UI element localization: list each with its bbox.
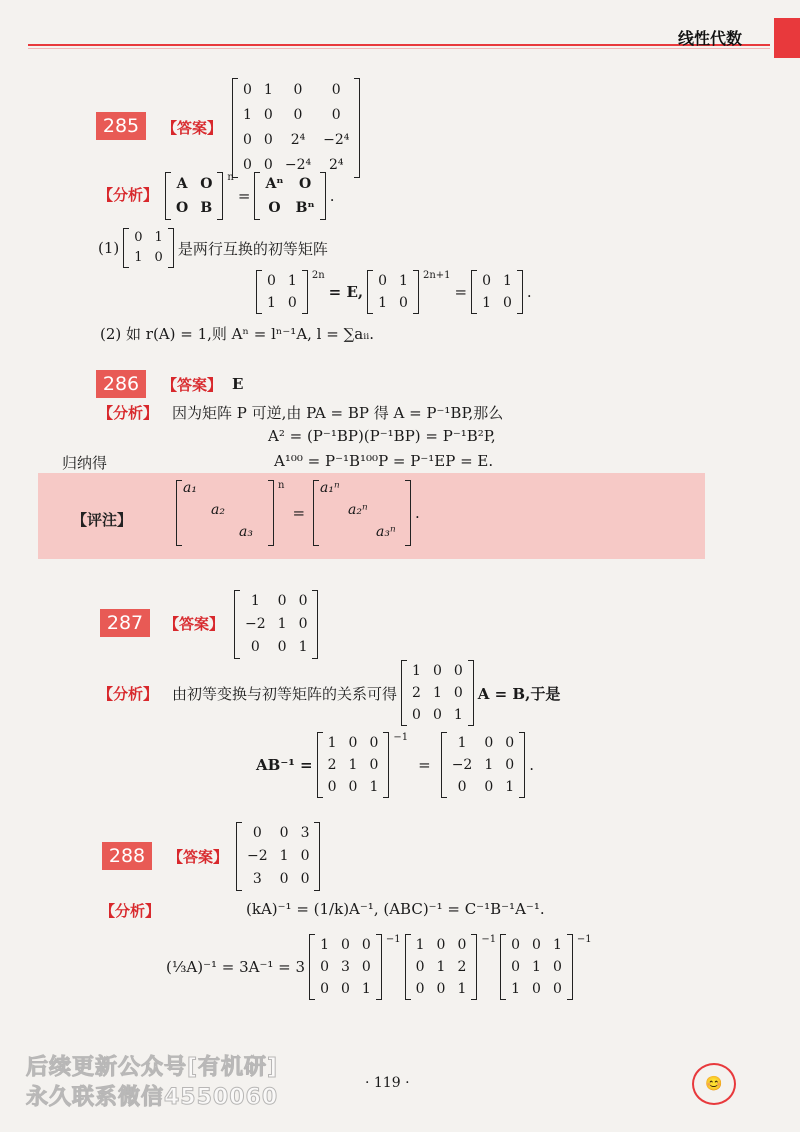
period: . bbox=[415, 504, 420, 522]
result-matrix bbox=[441, 732, 525, 798]
matrix-cell: 1 bbox=[279, 848, 289, 864]
item1-text: 是两行互换的初等矩阵 bbox=[177, 239, 328, 258]
matrix-cell: 2 bbox=[327, 757, 337, 773]
matrix-cell: 0 bbox=[552, 959, 562, 975]
header-rule-thin bbox=[28, 48, 770, 49]
matrix-cell: 1 bbox=[361, 981, 371, 997]
inverse-exp: −1 bbox=[393, 732, 409, 743]
matrix-cell: 0 bbox=[505, 757, 515, 773]
swap-matrix-c bbox=[471, 270, 523, 314]
diagonal-entry: a₂ bbox=[211, 502, 225, 518]
matrix-cell: −2 bbox=[245, 616, 266, 632]
matrix-cell: 1 bbox=[287, 273, 297, 289]
matrix-cell: 1 bbox=[552, 937, 562, 953]
matrix-cell: −2 bbox=[451, 757, 473, 773]
eq-E: = E, bbox=[328, 283, 364, 301]
analysis-label-288: 【分析】 bbox=[100, 902, 161, 920]
item1-285 bbox=[98, 228, 328, 268]
matrix-cell: 0 bbox=[457, 937, 467, 953]
matrix-cell: 0 bbox=[415, 959, 425, 975]
matrix-cell: 0 bbox=[505, 735, 515, 751]
matrix-cell: 1 bbox=[263, 82, 273, 98]
matrix-cell: 2 bbox=[457, 959, 467, 975]
matrix-3 bbox=[500, 934, 573, 1000]
diagonal-entry: a₂ⁿ bbox=[348, 502, 368, 518]
matrix-cell: 0 bbox=[341, 937, 350, 953]
elem-matrix-2 bbox=[317, 732, 390, 798]
header-tab-marker bbox=[774, 18, 800, 58]
matrix-cell: 1 bbox=[378, 295, 388, 311]
matrix-cell: 0 bbox=[293, 107, 303, 123]
diagonal-entry: a₃ bbox=[239, 524, 253, 540]
computation-288 bbox=[166, 934, 592, 1000]
matrix-cell: 0 bbox=[432, 663, 442, 679]
diagonal-entry: a₁ bbox=[183, 480, 197, 496]
matrix-cell: 0 bbox=[327, 779, 337, 795]
matrix-cell: 0 bbox=[399, 295, 408, 311]
matrix-cell: 0 bbox=[293, 82, 303, 98]
swap-matrix-b bbox=[367, 270, 419, 314]
matrix-cell: 0 bbox=[243, 157, 252, 173]
matrix-cell: 0 bbox=[298, 616, 308, 632]
equals-sign: = bbox=[237, 187, 251, 205]
matrix-cell: 0 bbox=[320, 981, 329, 997]
exp-2n1: 2n+1 bbox=[422, 270, 451, 281]
inverse-eq-287 bbox=[256, 732, 534, 798]
matrix-cell: 1 bbox=[453, 707, 463, 723]
matrix-cell: −2 bbox=[247, 848, 268, 864]
lhs: (⅓A)⁻¹ = 3A⁻¹ = 3 bbox=[166, 958, 306, 976]
answer-label-286: 【答案】 bbox=[162, 376, 223, 394]
matrix-cell: 0 bbox=[436, 937, 446, 953]
matrix-cell: 0 bbox=[300, 871, 310, 887]
matrix-cell: 0 bbox=[484, 735, 494, 751]
matrix-cell: 0 bbox=[532, 981, 541, 997]
line3-286: A¹⁰⁰ = P⁻¹B¹⁰⁰P = P⁻¹EP = E. bbox=[274, 452, 494, 470]
matrix-cell: 0 bbox=[134, 230, 143, 245]
matrix-cell: 0 bbox=[511, 937, 521, 953]
matrix-cell: 1 bbox=[432, 685, 442, 701]
matrix-cell: 0 bbox=[279, 871, 289, 887]
matrix-cell: −2⁴ bbox=[284, 157, 312, 173]
matrix-cell: 1 bbox=[243, 107, 252, 123]
matrix-cell: 0 bbox=[320, 959, 329, 975]
formula-288: (kA)⁻¹ = (1/k)A⁻¹, (ABC)⁻¹ = C⁻¹B⁻¹A⁻¹. bbox=[246, 900, 545, 918]
matrix-cell: 0 bbox=[457, 779, 467, 795]
matrix-cell: 0 bbox=[348, 735, 358, 751]
matrix-cell: 0 bbox=[453, 685, 463, 701]
matrix-cell: 0 bbox=[484, 779, 494, 795]
matrix-cell: 1 bbox=[298, 639, 308, 655]
matrix-cell: 0 bbox=[267, 273, 276, 289]
equals-sign: = bbox=[418, 756, 431, 774]
matrix-cell: 1 bbox=[320, 937, 329, 953]
matrix-cell: 1 bbox=[505, 779, 515, 795]
matrix-cell: 1 bbox=[511, 981, 521, 997]
matrix-cell: 0 bbox=[252, 825, 262, 841]
matrix-cell: 0 bbox=[482, 273, 491, 289]
text-after: A = B,于是 bbox=[477, 684, 561, 703]
matrix-cell: O bbox=[200, 176, 213, 192]
matrix-cell: O bbox=[268, 200, 281, 216]
matrix-cell: 0 bbox=[277, 593, 287, 609]
page-number: · 119 · bbox=[365, 1075, 410, 1091]
matrix-cell: 0 bbox=[453, 663, 463, 679]
answer-matrix-287 bbox=[234, 590, 318, 659]
matrix-2 bbox=[405, 934, 478, 1000]
matrix-cell: 0 bbox=[243, 82, 252, 98]
matrix-cell: 1 bbox=[399, 273, 408, 289]
lhs: AB⁻¹ = bbox=[256, 756, 313, 774]
analysis-label-285: 【分析】 bbox=[98, 186, 159, 204]
diag-power-formula bbox=[176, 480, 420, 546]
answer-matrix-285 bbox=[232, 78, 360, 178]
matrix-cell: 0 bbox=[331, 107, 341, 123]
matrix-cell: −2⁴ bbox=[323, 132, 350, 148]
inverse-exp: −1 bbox=[481, 934, 497, 945]
matrix-cell: 3 bbox=[341, 959, 350, 975]
matrix-cell: 1 bbox=[154, 230, 163, 245]
matrix-cell: 1 bbox=[267, 295, 276, 311]
matrix-cell: 0 bbox=[369, 735, 379, 751]
matrix-cell: 1 bbox=[503, 273, 512, 289]
matrix-cell: 0 bbox=[331, 82, 341, 98]
diagonal-entry: a₃ⁿ bbox=[376, 524, 396, 540]
answer-label-285: 【答案】 bbox=[162, 119, 223, 137]
matrix-cell: 0 bbox=[154, 250, 163, 265]
matrix-cell: B bbox=[200, 200, 213, 216]
matrix-cell: 1 bbox=[415, 937, 425, 953]
answer-label-288: 【答案】 bbox=[168, 848, 229, 866]
matrix-cell: 1 bbox=[484, 757, 494, 773]
period: . bbox=[329, 187, 335, 205]
matrix-cell: 1 bbox=[250, 593, 260, 609]
matrix-cell: 0 bbox=[263, 132, 273, 148]
matrix-cell: O bbox=[299, 176, 312, 192]
matrix-cell: 0 bbox=[412, 707, 421, 723]
matrix-cell: 0 bbox=[287, 295, 297, 311]
analysis-label-286: 【分析】 bbox=[98, 404, 159, 422]
watermark-line1: 后续更新公众号[有机研] bbox=[26, 1055, 279, 1080]
equals-sign: = bbox=[292, 504, 306, 522]
matrix-cell: 0 bbox=[348, 779, 358, 795]
problem-number-287: 287 bbox=[100, 609, 150, 637]
matrix-cell: 0 bbox=[361, 937, 371, 953]
matrix-cell: 0 bbox=[263, 157, 273, 173]
matrix-cell: 3 bbox=[300, 825, 310, 841]
matrix-cell: 0 bbox=[503, 295, 512, 311]
problem-number-288: 288 bbox=[102, 842, 152, 870]
induct-label: 归纳得 bbox=[62, 454, 108, 472]
exponent-n: n bbox=[227, 172, 234, 183]
matrix-cell: 0 bbox=[250, 639, 260, 655]
inverse-exp: −1 bbox=[385, 934, 401, 945]
matrix-cell: 1 bbox=[134, 250, 143, 265]
matrix-cell: 1 bbox=[327, 735, 337, 751]
matrix-cell: A bbox=[176, 176, 188, 192]
matrix-cell: 0 bbox=[532, 937, 541, 953]
exp-2n: 2n bbox=[311, 270, 325, 281]
block-identity-285 bbox=[165, 172, 334, 220]
matrix-cell: 1 bbox=[348, 757, 358, 773]
page-title: 线性代数 bbox=[677, 29, 742, 48]
matrix-cell: 0 bbox=[361, 959, 371, 975]
matrix-cell: 0 bbox=[243, 132, 252, 148]
exponent-n: n bbox=[278, 480, 285, 491]
swap-power-identity bbox=[256, 270, 532, 314]
matrix-cell: 0 bbox=[432, 707, 442, 723]
matrix-cell: 2⁴ bbox=[290, 132, 306, 148]
analysis-line-287 bbox=[172, 660, 560, 726]
period: . bbox=[529, 756, 534, 774]
comment-label: 【评注】 bbox=[72, 511, 133, 529]
matrix-cell: 1 bbox=[532, 959, 541, 975]
matrix-cell: 0 bbox=[552, 981, 562, 997]
answer-matrix-288 bbox=[236, 822, 320, 891]
matrix-cell: 0 bbox=[436, 981, 446, 997]
watermark-line2: 永久联系微信4550060 bbox=[26, 1085, 279, 1110]
matrix-cell: 1 bbox=[457, 981, 467, 997]
matrix-cell: 0 bbox=[300, 848, 310, 864]
matrix-cell: 0 bbox=[369, 757, 379, 773]
matrix-cell: 0 bbox=[279, 825, 289, 841]
matrix-cell: 0 bbox=[298, 593, 308, 609]
matrix-1 bbox=[309, 934, 382, 1000]
matrix-cell: 0 bbox=[511, 959, 521, 975]
answer-286: E bbox=[232, 375, 244, 393]
period: . bbox=[526, 283, 532, 301]
matrix-cell: 1 bbox=[277, 616, 287, 632]
matrix-cell: 1 bbox=[412, 663, 421, 679]
swap-matrix bbox=[123, 228, 174, 268]
problem-number-286: 286 bbox=[96, 370, 146, 398]
matrix-cell: 1 bbox=[457, 735, 467, 751]
matrix-cell: 1 bbox=[369, 779, 379, 795]
line2-286: A² = (P⁻¹BP)(P⁻¹BP) = P⁻¹B²P, bbox=[268, 427, 496, 445]
swap-matrix-a bbox=[256, 270, 308, 314]
diagonal-entry: a₁ⁿ bbox=[320, 480, 340, 496]
answer-label-287: 【答案】 bbox=[164, 615, 225, 633]
elem-matrix bbox=[401, 660, 474, 726]
text-before: 由初等变换与初等矩阵的关系可得 bbox=[172, 684, 398, 703]
matrix-cell: 3 bbox=[252, 871, 262, 887]
matrix-cell: 0 bbox=[341, 981, 350, 997]
item2-285: (2) 如 r(A) = 1,则 Aⁿ = lⁿ⁻¹A, l = ∑aᵢᵢ. bbox=[100, 325, 375, 343]
problem-number-285: 285 bbox=[96, 112, 146, 140]
header-rule bbox=[28, 44, 770, 46]
matrix-cell: 1 bbox=[436, 959, 446, 975]
matrix-cell: Bⁿ bbox=[295, 200, 315, 216]
matrix-cell: 0 bbox=[277, 639, 287, 655]
smiley-stamp-icon: 😊 bbox=[692, 1063, 736, 1105]
inverse-exp: −1 bbox=[576, 934, 592, 945]
matrix-cell: 2⁴ bbox=[328, 157, 344, 173]
analysis-label-287: 【分析】 bbox=[98, 685, 159, 703]
matrix-cell: 0 bbox=[378, 273, 388, 289]
matrix-cell: 0 bbox=[415, 981, 425, 997]
matrix-cell: 1 bbox=[482, 295, 491, 311]
matrix-cell: O bbox=[176, 200, 189, 216]
matrix-cell: 2 bbox=[412, 685, 421, 701]
item1-prefix: (1) bbox=[98, 239, 120, 257]
matrix-cell: 0 bbox=[263, 107, 273, 123]
line1-286: 因为矩阵 P 可逆,由 PA = BP 得 A = P⁻¹BP,那么 bbox=[172, 404, 504, 422]
equals-sign: = bbox=[454, 283, 468, 301]
matrix-cell: Aⁿ bbox=[265, 176, 284, 192]
